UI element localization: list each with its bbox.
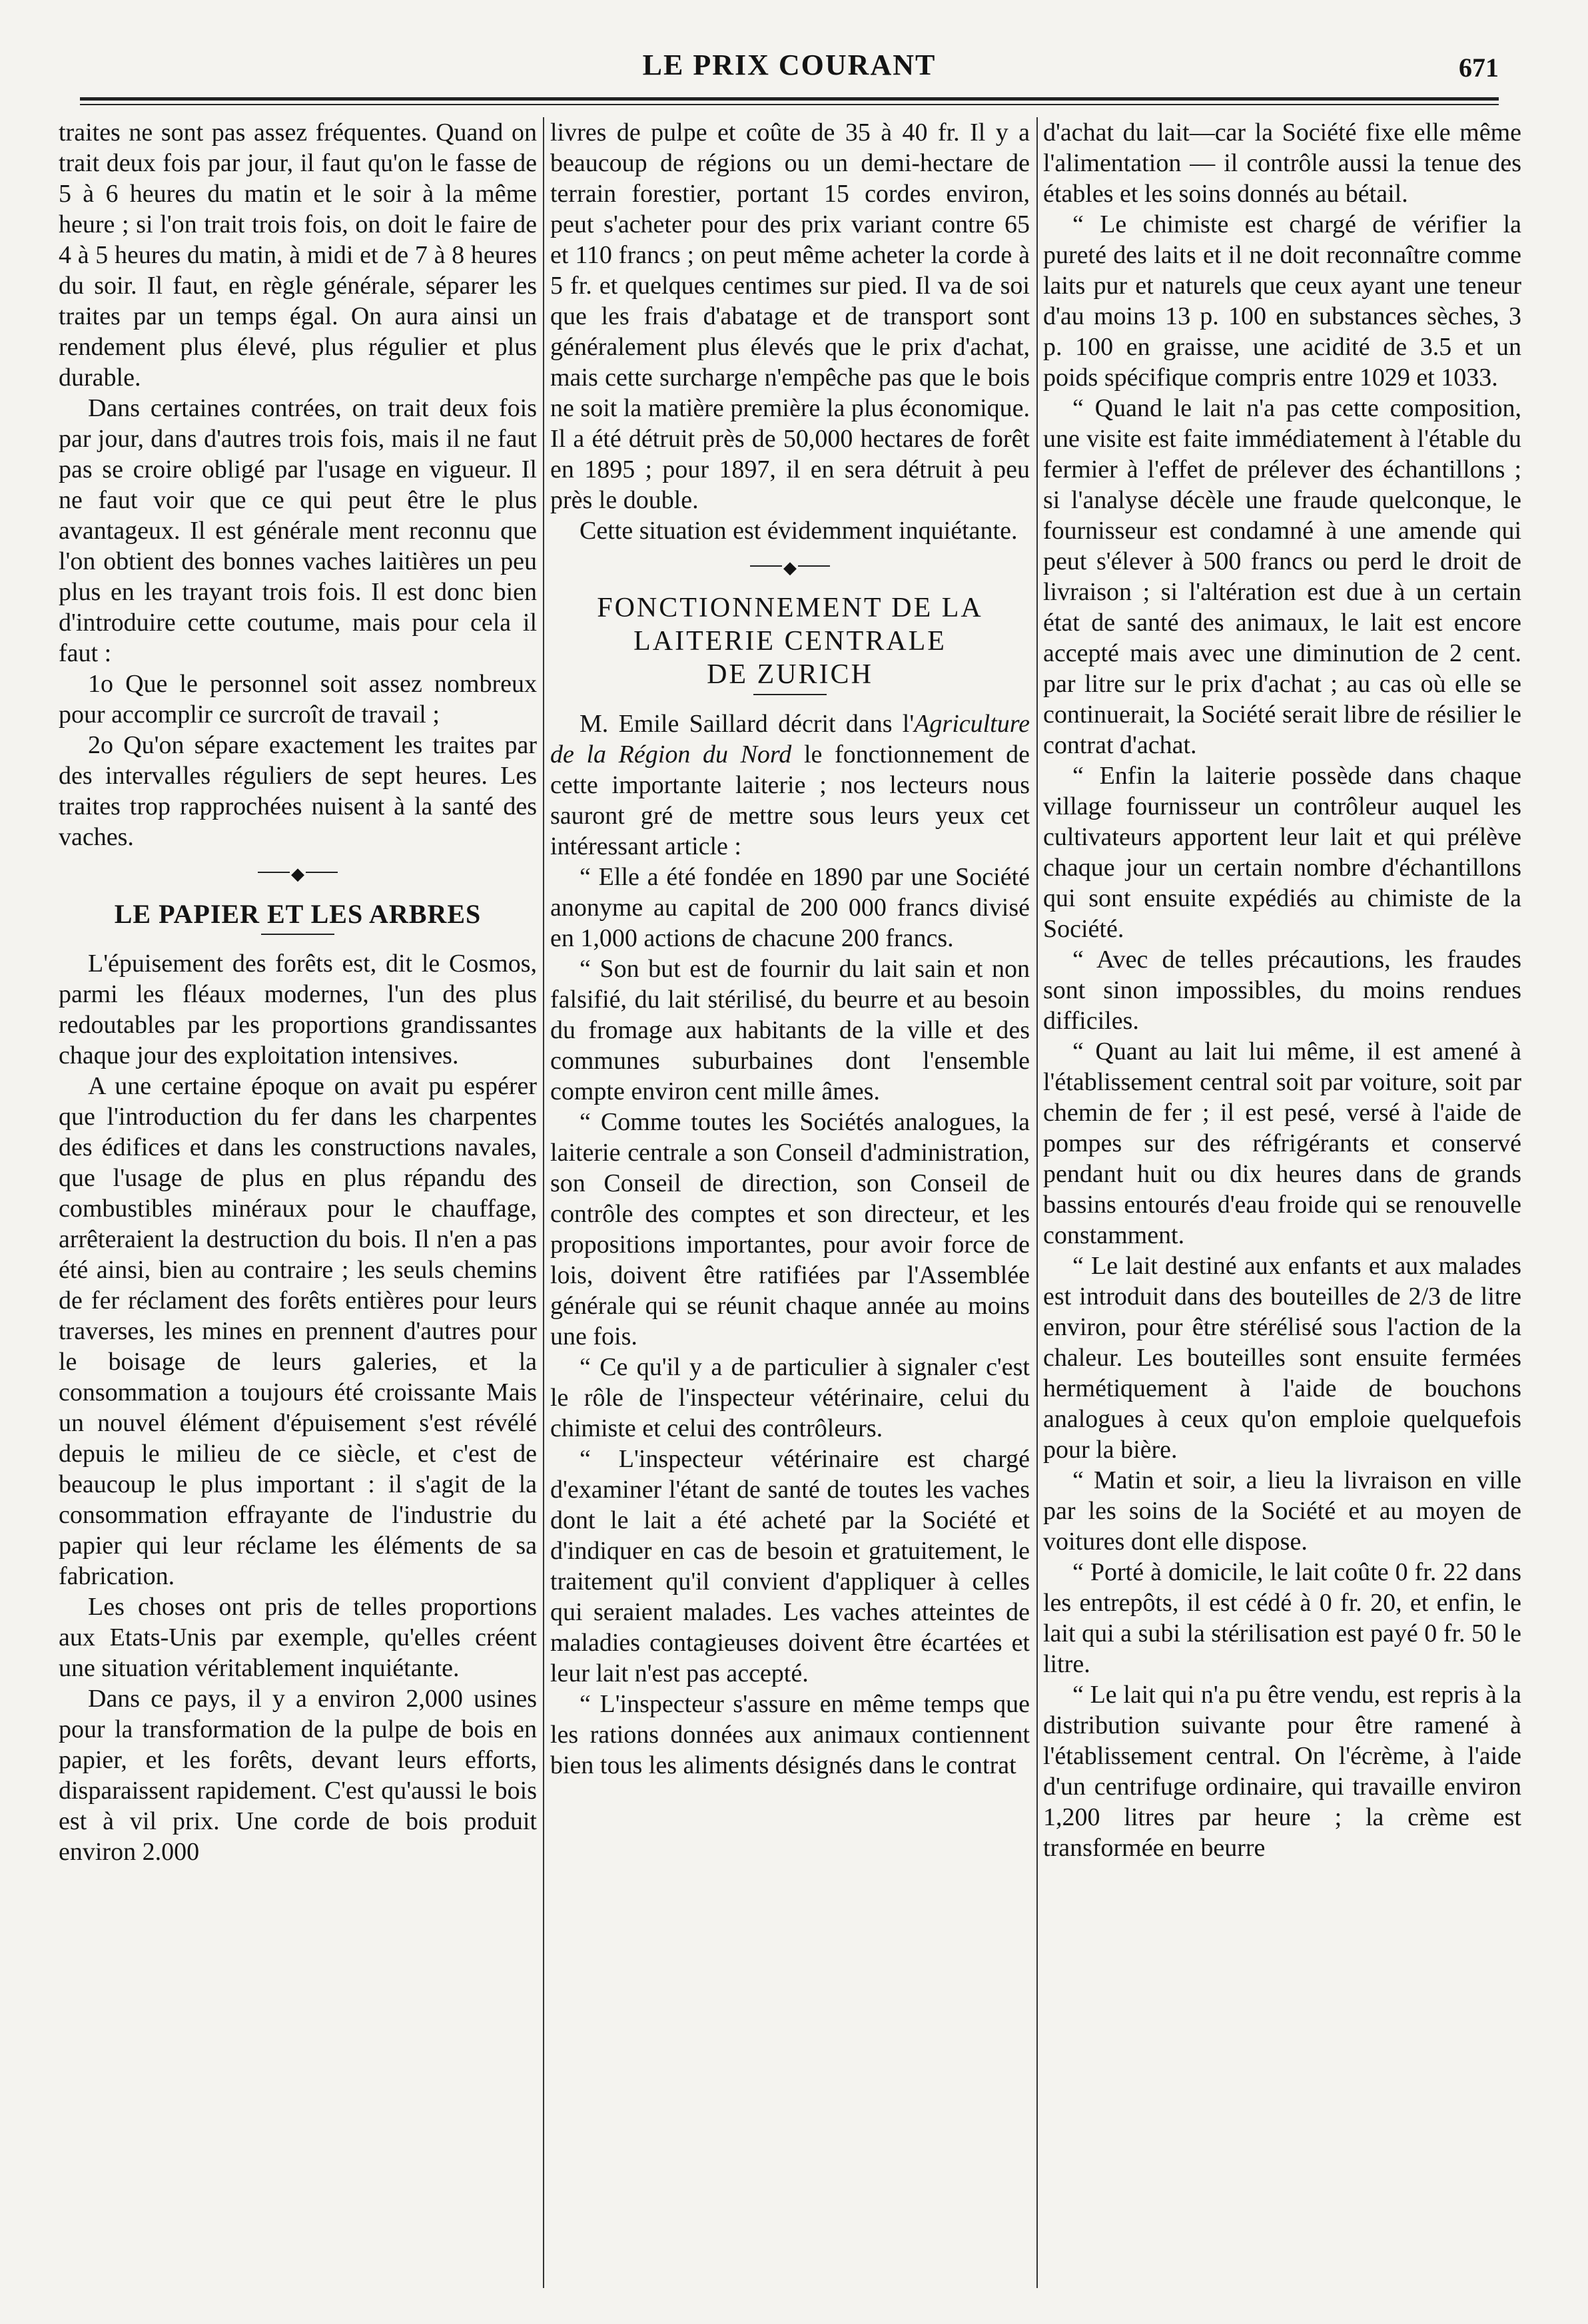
paragraph: “ Matin et soir, a lieu la livraison en ville par les soins de la Société et au moyen de voitures dont elle dispose.	[1043, 1466, 1521, 1556]
paragraph: Dans ce pays, il y a environ 2,000 usines pour la transformation de la pulpe de bois en papier, et les forêts, devant leurs efforts, disparaissent rapidement. C'est qu'aussi le bois est à vil prix. Une corde de bois produit environ 2.000	[59, 1685, 537, 1866]
paragraph: “ Comme toutes les Sociétés analogues, la laiterie centrale a son Conseil d'administration, son Conseil de direction, son Conseil de contrôle des comptes et son directeur, et les propositions importantes, pour avoir force de lois, doivent être ratifiées par l'Assemblée générale qui se réunit chaque année au moins une fois.	[550, 1108, 1030, 1350]
paragraph: traites ne sont pas assez fréquentes. Quand on trait deux fois par jour, il faut qu'on le fasse de 5 à 6 heures du matin et le soir à la même heure ; si l'on trait trois fois, on doit le faire de 4 à 5 heures du matin, à midi et de 7 à 8 heures du soir. Il faut, en règle générale, séparer les traites par un temps égal. On aura ainsi un rendement plus élevé, plus régulier et plus durable.	[59, 119, 537, 392]
paragraph: “ Son but est de fournir du lait sain et non falsifié, du lait stérilisé, du beurre et au besoin du fromage aux habitants de la ville et des communes suburbaines dont l'ensemble compte environ cent mille âmes.	[550, 955, 1030, 1105]
paragraph: “ Quant au lait lui même, il est amené à l'établissement central soit par voiture, soit par chemin de fer ; il est pesé, versé à l'aide de pompes sur des réfrigérants et conservé pendant huit ou dix heures dans de grands bassins entourés d'eau froide qui se renouvelle constamment.	[1043, 1037, 1521, 1249]
column-3	[1043, 117, 1521, 2288]
heading-underline	[753, 694, 827, 695]
heading-line: FONCTIONNEMENT DE LA	[597, 593, 983, 623]
column-1	[59, 117, 537, 2288]
heading-line: LAITERIE CENTRALE	[633, 626, 947, 657]
paragraph: Les choses ont pris de telles proportions aux Etats-Unis par exemple, qu'elles créent une situation véritablement inquiétante.	[59, 1593, 537, 1682]
paragraph: “ Le lait qui n'a pu être vendu, est repris à la distribution suivante pour être ramené à l'établissement central. On l'écrème, à l'aide d'un centrifuge ordinaire, qui travaille environ 1,200 litres par heure ; la crème est transformée en beurre	[1043, 1681, 1521, 1862]
heading-line: DE ZURICH	[707, 659, 873, 690]
section-separator: ◆	[59, 852, 537, 891]
section-separator: ◆	[550, 546, 1030, 585]
paragraph: “ Avec de telles précautions, les fraudes sont sinon impossibles, du moins rendues difficiles.	[1043, 946, 1521, 1035]
paragraph: “ Porté à domicile, le lait coûte 0 fr. 22 dans les entrepôts, il est cédé à 0 fr. 20, et enfin, le lait qui a subi la stérilisation est payé 0 fr. 50 le litre.	[1043, 1558, 1521, 1678]
article-heading: LE PAPIER ET LES ARBRES	[114, 899, 482, 929]
paragraph: “ Elle a été fondée en 1890 par une Société anonyme au capital de 200 000 francs divisé en 1,000 actions de chacune 200 francs.	[550, 863, 1030, 952]
paragraph: Dans certaines contrées, on trait deux fois par jour, dans d'autres trois fois, mais il ne faut pas se croire obligé par l'usage en vigueur. Il ne faut voir que ce qui peut être le plus avantageux. Il est générale ment reconnu que l'on obtient des bonnes vaches laitières un peu plus en les trayant trois fois. Il est donc bien d'introduire cette coutume, mais pour cela il faut :	[59, 394, 537, 667]
column-rule-1	[543, 117, 544, 2288]
paragraph: “ Quand le lait n'a pas cette composition, une visite est faite immédiatement à l'étable du fermier à l'effet de prélever des échantillons ; si l'analyse décèle une fraude quelconque, le fournisseur est condamné à une amende qui peut s'élever à 500 francs ou perd le droit de livraison ; si l'altération est due à un certain état de santé des animaux, le lait est encore accepté mais avec une diminution de 2 cent. par litre sur le prix d'achat ; au cas où elle se continuerait, la Société serait libre de résilier le contrat d'achat.	[1043, 394, 1521, 759]
running-title: LE PRIX COURANT	[642, 49, 937, 81]
paragraph: “ Ce qu'il y a de particulier à signaler c'est le rôle de l'inspecteur vétérinaire, celui du chimiste et celui des contrôleurs.	[550, 1353, 1030, 1442]
paragraph: L'épuisement des forêts est, dit le Cosmos, parmi les fléaux modernes, l'un des plus redoutables par les proportions grandissantes chaque jour des exploitation intensives.	[59, 950, 537, 1069]
paragraph: “ Le lait destiné aux enfants et aux malades est introduit dans des bouteilles de 2/3 de litre environ, pour être stérélisé sous l'action de la chaleur. Les bouteilles sont ensuite fermées hermétiquement à l'aide de bouchons analogues à ceux qu'on emploie quelquefois pour la bière.	[1043, 1252, 1521, 1464]
paragraph: 1o Que le personnel soit assez nombreux pour accomplir ce surcroît de travail ;	[59, 670, 537, 728]
paragraph: “ L'inspecteur s'assure en même temps que les rations données aux animaux contiennent bien tous les aliments désignés dans le contrat	[550, 1690, 1030, 1779]
column-rule-2	[1036, 117, 1038, 2288]
paragraph: “ L'inspecteur vétérinaire est chargé d'examiner l'étant de santé de toutes les vaches dont le lait a été acheté par la Société et d'indiquer en cas de besoin et gratuitement, le traitement qu'il convient d'appliquer à celles qui seraient malades. Les vaches atteintes de maladies contagieuses doivent être écartées et leur lait n'est pas accepté.	[550, 1445, 1030, 1687]
publication-title: Agriculture de la Région du Nord	[550, 710, 1030, 768]
running-head	[80, 44, 1499, 91]
text-run: M. Emile Saillard décrit dans l'	[580, 710, 915, 738]
article-heading	[550, 591, 1030, 691]
paragraph	[550, 709, 1030, 862]
paragraph: “ Le chimiste est chargé de vérifier la pureté des laits et il ne doit reconnaître comme laits pur et naturels que ceux ayant une teneur d'au moins 13 p. 100 en substances sèches, 3 p. 100 en graisse, une acidité de 3.5 et un poids spécifique compris entre 1029 et 1033.	[1043, 210, 1521, 392]
header-rule	[80, 97, 1499, 101]
header-rule-thin	[80, 104, 1499, 105]
heading-underline	[261, 934, 334, 935]
paragraph: “ Enfin la laiterie possède dans chaque village fournisseur un contrôleur auquel les cultivateurs apportent leur lait et qui prélève chaque jour un certain nombre d'échantillons qui sont ensuite expédiés au chimiste de la Société.	[1043, 762, 1521, 943]
paragraph: Cette situation est évidemment inquiétante.	[580, 517, 1018, 545]
paragraph: livres de pulpe et coûte de 35 à 40 fr. Il y a beaucoup de régions ou un demi-hectare de terrain forestier, portant 15 cordes environ, peut s'acheter pour des prix variant contre 65 et 110 francs ; on peut même acheter la corde à 5 fr. et quelques centimes sur pied. Il va de soi que les frais d'abatage et de transport sont généralement plus élevés que le prix d'achat, mais cette surcharge n'empêche pas que le bois ne soit la matière première la plus économique. Il a été détruit près de 50,000 hectares de forêt en 1895 ; pour 1897, il en sera détruit à peu près le double.	[550, 119, 1030, 514]
text-run: le fonctionnement de cette importante laiterie ; nos lecteurs nous sauront gré de mettre sous leurs yeux cet intéressant article :	[550, 740, 1030, 860]
paragraph: d'achat du lait—car la Société fixe elle même l'alimentation — il contrôle aussi la tenue des étables et les soins donnés au bétail.	[1043, 119, 1521, 208]
column-2	[550, 117, 1030, 2288]
paragraph: 2o Qu'on sépare exactement les traites par des intervalles réguliers de sept heures. Les traites trop rapprochées nuisent à la santé des vaches.	[59, 731, 537, 851]
paragraph: A une certaine époque on avait pu espérer que l'introduction du fer dans les charpentes des édifices et dans les constructions navales, que l'usage de plus en plus répandu des combustibles minéraux pour le chauffage, arrêteraient la destruction du bois. Il n'en a pas été ainsi, bien au contraire ; les seuls chemins de fer réclament des forêts entières pour leurs traverses, les mines en prennent d'autres pour le boisage de leurs galeries, et la consommation a toujours été croissante Mais un nouvel élément d'épuisement s'est révélé depuis le milieu de ce siècle, et c'est de beaucoup le plus important : il s'agit de la consommation effrayante de l'industrie du papier qui leur réclame les éléments de sa fabrication.	[59, 1072, 537, 1590]
page-number: 671	[1459, 53, 1499, 83]
